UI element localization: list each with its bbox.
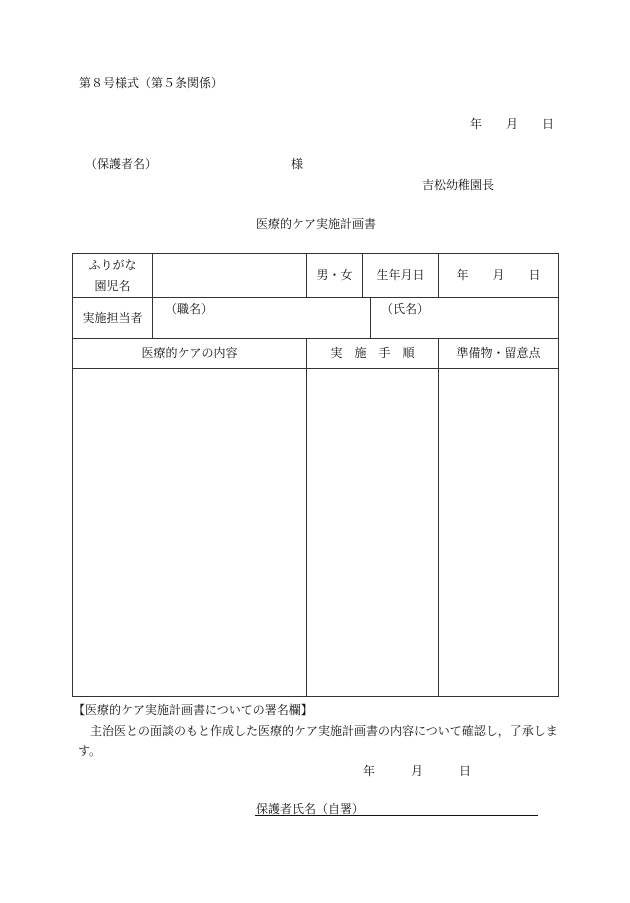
signature-statement-line1: 主治医との面談のもと作成した医療的ケア実施計画書の内容について確認し，了承しま bbox=[90, 724, 558, 738]
child-name-label-cell bbox=[73, 254, 153, 298]
staff-name-label: （氏名） bbox=[381, 302, 430, 316]
staff-name-cell[interactable] bbox=[371, 298, 559, 339]
header-date-month: 月 bbox=[506, 117, 519, 131]
signature-date-day: 日 bbox=[459, 764, 472, 778]
staff-label: 実施担当者 bbox=[73, 298, 153, 339]
guardian-signature-line[interactable] bbox=[255, 815, 538, 816]
signature-date-month: 月 bbox=[411, 764, 424, 778]
care-content-area[interactable] bbox=[73, 369, 307, 697]
dob-input[interactable] bbox=[439, 254, 559, 298]
signature-statement-line2: す。 bbox=[78, 744, 102, 758]
gender-select[interactable]: 男・女 bbox=[307, 254, 363, 298]
signature-date bbox=[363, 762, 471, 779]
signature-section-title: 【医療的ケア実施計画書についての署名欄】 bbox=[73, 703, 313, 717]
job-title-label: （職名） bbox=[165, 302, 214, 316]
furigana-label: ふりがな bbox=[88, 257, 137, 272]
child-name-input[interactable] bbox=[153, 254, 307, 298]
guardian-honorific: 様 bbox=[291, 157, 304, 171]
header-date-day: 日 bbox=[542, 117, 555, 131]
dob-year: 年 bbox=[456, 268, 469, 282]
job-title-cell[interactable] bbox=[153, 298, 371, 339]
col-header-notes: 準備物・留意点 bbox=[439, 339, 559, 369]
dob-label: 生年月日 bbox=[363, 254, 439, 298]
header-date bbox=[470, 115, 554, 132]
form-number: 第８号様式（第５条関係） bbox=[79, 76, 224, 90]
notes-area[interactable] bbox=[439, 369, 559, 697]
col-header-procedure: 実 施 手 順 bbox=[307, 339, 439, 369]
issuer-name: 吉松幼稚園長 bbox=[422, 178, 495, 192]
dob-month: 月 bbox=[492, 268, 505, 282]
guardian-name-label: （保護者名） bbox=[85, 157, 158, 171]
signature-date-year: 年 bbox=[363, 764, 376, 778]
document-title: 医療的ケア実施計画書 bbox=[256, 217, 377, 231]
child-name-label: 園児名 bbox=[94, 278, 131, 293]
procedure-area[interactable] bbox=[307, 369, 439, 697]
care-plan-table bbox=[72, 253, 559, 697]
col-header-care-content: 医療的ケアの内容 bbox=[73, 339, 307, 369]
guardian-signature-label: 保護者氏名（自署） bbox=[256, 802, 365, 816]
dob-day: 日 bbox=[528, 268, 541, 282]
header-date-year: 年 bbox=[470, 117, 483, 131]
